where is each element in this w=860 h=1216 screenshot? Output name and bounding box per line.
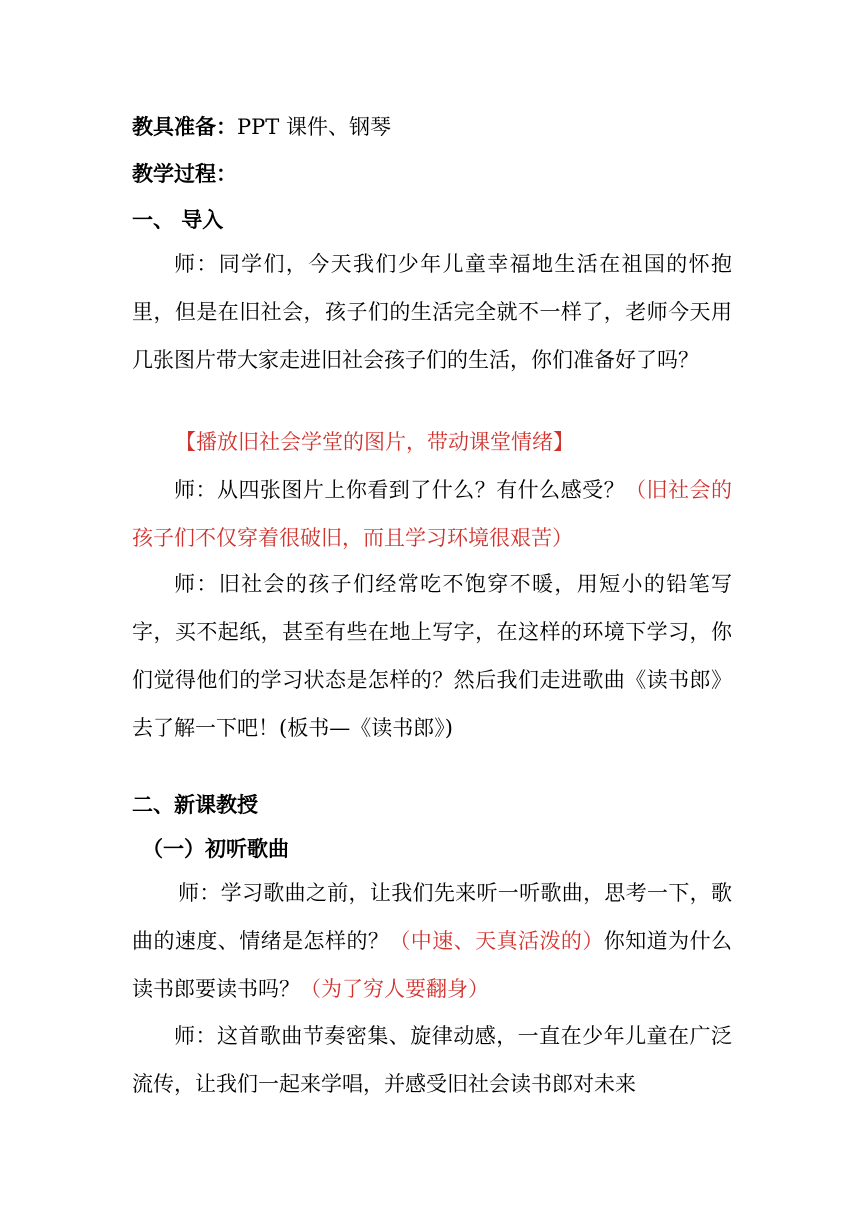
section1-paragraph-3: 师：旧社会的孩子们经常吃不饱穿不暖，用短小的铅笔写字，买不起纸，甚至有些在地上写字，在这样的环境下学习，你们觉得他们的学习状态是怎样的？然后我们走进歌曲《读书郎》去了解一下吧！(板书—《读书郎》)	[132, 572, 732, 740]
section2-paragraph-2: 师：这首歌曲节奏密集、旋律动感，一直在少年儿童在广泛流传，让我们一起来学唱，并感受旧社会读书郎对未来	[132, 1024, 732, 1096]
section2-subheading: （一）初听歌曲	[142, 836, 289, 861]
section1-paragraph-2-answer: （旧社会的孩子们不仅穿着很破旧，而且学习环境很艰苦）	[132, 478, 732, 550]
prep-label: 教具准备：	[132, 114, 237, 139]
section2-paragraph-1-answer-a: （中速、天真活泼的）	[389, 929, 604, 953]
section2-paragraph-1	[132, 869, 732, 1013]
section2-paragraph-1-answer-b: （为了穷人要翻身）	[300, 977, 489, 1001]
process-label: 教学过程：	[132, 161, 237, 186]
section2-paragraph-1-text-b: 你知道为什么读书郎要读书吗？	[132, 929, 733, 1001]
section1-paragraph-1: 师：同学们，今天我们少年儿童幸福地生活在祖国的怀抱里，但是在旧社会，孩子们的生活完全就不一样了，老师今天用几张图片带大家走进旧社会孩子们的生活，你们准备好了吗？	[132, 252, 732, 372]
section1-paragraph-2	[132, 466, 732, 562]
prep-value: PPT 课件、钢琴	[237, 115, 391, 139]
section1-heading: 一、 导入	[132, 207, 224, 232]
section2-heading: 二、新课教授	[132, 792, 258, 817]
prep-line	[132, 112, 860, 142]
section2-paragraph-1-text-a: 师：学习歌曲之前，让我们先来听一听歌曲，思考一下，歌曲的速度、情绪是怎样的？	[132, 881, 732, 953]
section1-paragraph-2-text: 师：从四张图片上你看到了什么？有什么感受？	[174, 478, 626, 502]
section1-note: 【播放旧社会学堂的图片，带动课堂情绪】	[175, 430, 574, 454]
